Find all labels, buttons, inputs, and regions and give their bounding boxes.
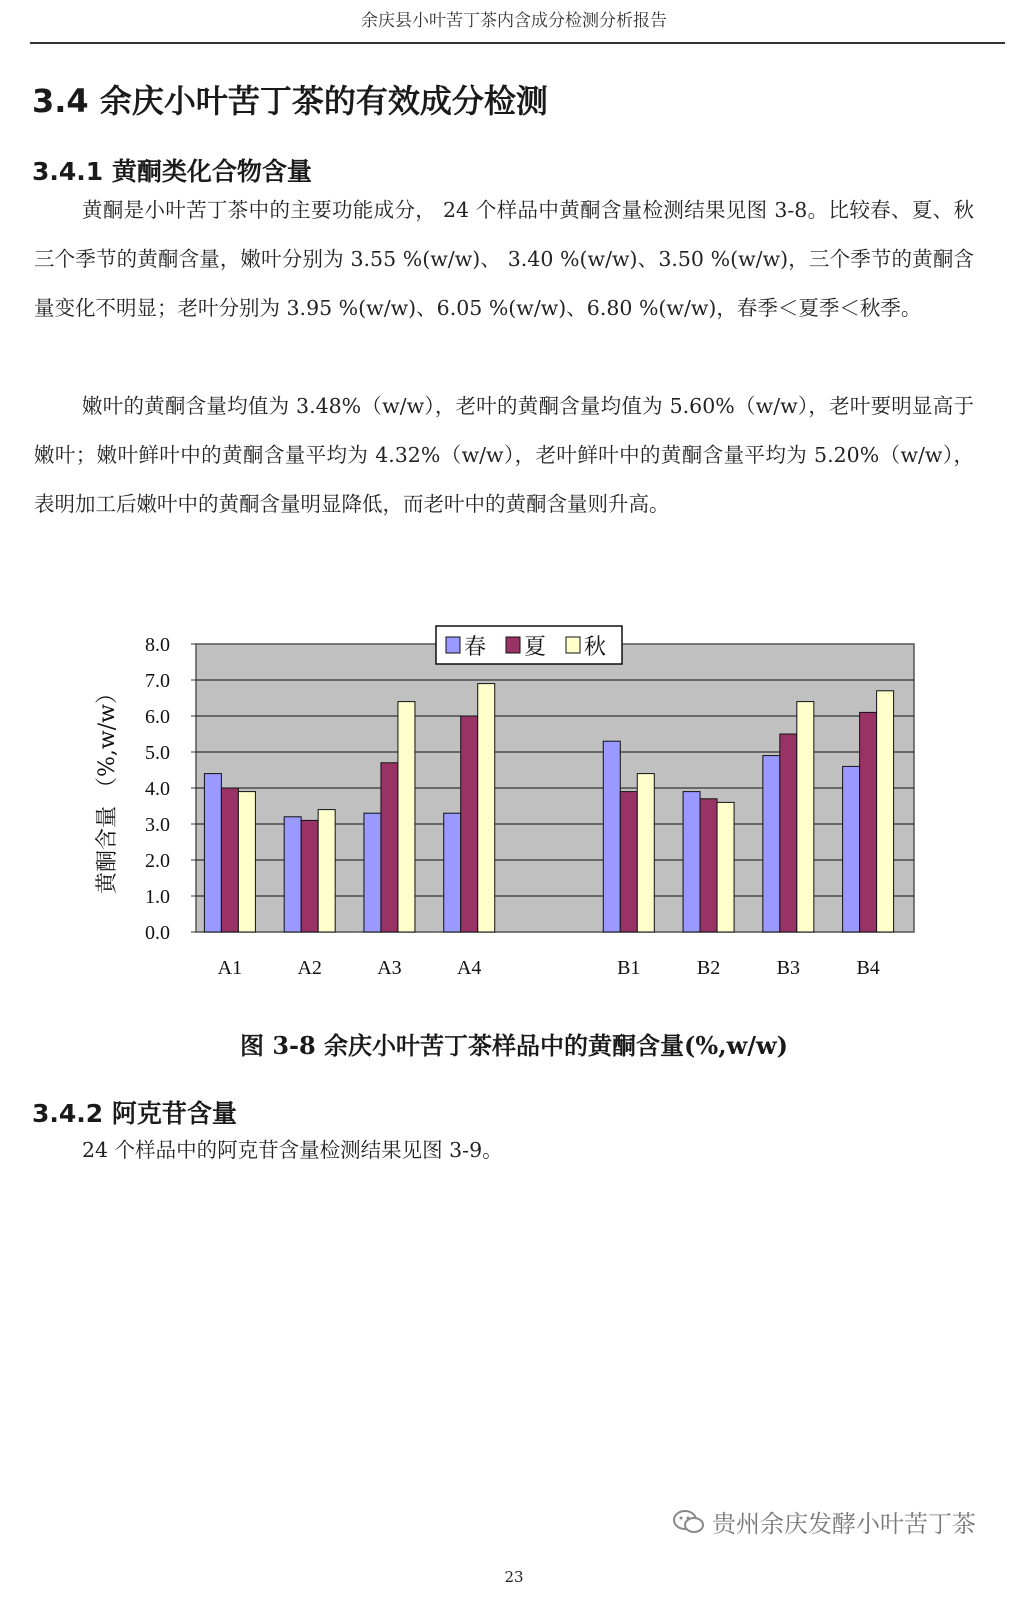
- y-tick-label: 7.0: [145, 670, 170, 692]
- legend-swatch-0: [446, 637, 460, 653]
- bar-B3-0: [763, 756, 780, 932]
- running-header: 余庆县小叶苦丁茶内含成分检测分析报告: [361, 11, 667, 31]
- wechat-icon: [672, 1509, 706, 1535]
- paragraph-acteoside: 24 个样品中的阿克苷含量检测结果见图 3-9。: [82, 1138, 503, 1162]
- y-tick-label: 2.0: [145, 850, 170, 872]
- y-tick-label: 8.0: [145, 634, 170, 656]
- bar-A3-1: [381, 763, 398, 932]
- y-tick-label: 1.0: [145, 886, 170, 908]
- y-tick-label: 3.0: [145, 814, 170, 836]
- watermark-text: 贵州余庆发酵小叶苦丁茶: [712, 1510, 976, 1538]
- bar-B2-2: [717, 802, 734, 932]
- legend-swatch-1: [506, 637, 520, 653]
- bar-B1-2: [637, 774, 654, 932]
- y-tick-label: 4.0: [145, 778, 170, 800]
- bar-B4-1: [860, 712, 877, 932]
- section-title: 3.4 余庆小叶苦丁茶的有效成分检测: [32, 82, 548, 120]
- bar-B4-0: [843, 766, 860, 932]
- paragraph-flavonoids-2: 嫩叶的黄酮含量均值为 3.48%（w/w），老叶的黄酮含量均值为 5.60%（w/w），老叶要明显高于嫩叶；嫩叶鲜叶中的黄酮含量平均为 4.32%（w/w），老叶鲜叶中的黄酮含量平均为 5.20%（w/w），表明加工后嫩叶中的黄酮含量明显降低，而老叶中的黄酮含量则升高。: [34, 394, 974, 516]
- bar-A1-1: [221, 788, 238, 932]
- bar-A1-0: [204, 774, 221, 932]
- bar-B3-1: [780, 734, 797, 932]
- paragraph-flavonoids-1: 黄酮是小叶苦丁茶中的主要功能成分， 24 个样品中黄酮含量检测结果见图 3-8。比较春、夏、秋三个季节的黄酮含量，嫩叶分别为 3.55 %(w/w)、 3.40 %(w/w)、3.50 %(w/w)，三个季节的黄酮含量变化不明显；老叶分别为 3.95 %(w/w)、6.05 %(w/w)、6.80 %(w/w)，春季＜夏季＜秋季。: [34, 198, 974, 320]
- bar-A4-1: [461, 716, 478, 932]
- x-tick-label: B1: [617, 957, 641, 979]
- bar-B3-2: [797, 702, 814, 932]
- x-tick-label: B3: [776, 957, 801, 979]
- subsection-title-acteoside: 3.4.2 阿克苷含量: [32, 1099, 237, 1128]
- page-number: 23: [504, 1568, 524, 1586]
- bar-B4-2: [877, 691, 894, 932]
- x-tick-label: A1: [217, 957, 243, 979]
- x-tick-label: A3: [377, 957, 402, 979]
- y-tick-label: 5.0: [145, 742, 170, 764]
- x-tick-label: B4: [856, 957, 880, 979]
- legend-swatch-2: [566, 637, 580, 653]
- legend-label-0: 春: [464, 635, 487, 660]
- bar-B1-1: [620, 792, 637, 932]
- header-rule: [30, 42, 1005, 44]
- legend-label-2: 秋: [584, 635, 607, 660]
- bar-A4-0: [444, 813, 461, 932]
- bar-A1-2: [238, 792, 255, 932]
- bar-B1-0: [603, 741, 620, 932]
- bar-A3-0: [364, 813, 381, 932]
- x-tick-label: B2: [696, 957, 721, 979]
- x-tick-label: A2: [297, 957, 322, 979]
- y-tick-label: 0.0: [145, 922, 170, 944]
- y-axis-label: 黄酮含量 （%,w/w）: [95, 682, 120, 894]
- subsection-title-flavonoids: 3.4.1 黄酮类化合物含量: [32, 157, 312, 186]
- bar-A2-2: [318, 810, 335, 932]
- bar-B2-0: [683, 792, 700, 932]
- x-tick-label: A4: [456, 957, 482, 979]
- bar-B2-1: [700, 799, 717, 932]
- figure-caption: 图 3-8 余庆小叶苦丁茶样品中的黄酮含量(%,w/w): [239, 1031, 789, 1060]
- legend-label-1: 夏: [524, 635, 547, 660]
- bar-A2-1: [301, 820, 318, 932]
- bar-A3-2: [398, 702, 415, 932]
- y-tick-label: 6.0: [145, 706, 170, 728]
- watermark: [672, 1504, 976, 1539]
- bar-A4-2: [478, 684, 495, 932]
- bar-A2-0: [284, 817, 301, 932]
- flavonoid-bar-chart: [90, 620, 930, 1000]
